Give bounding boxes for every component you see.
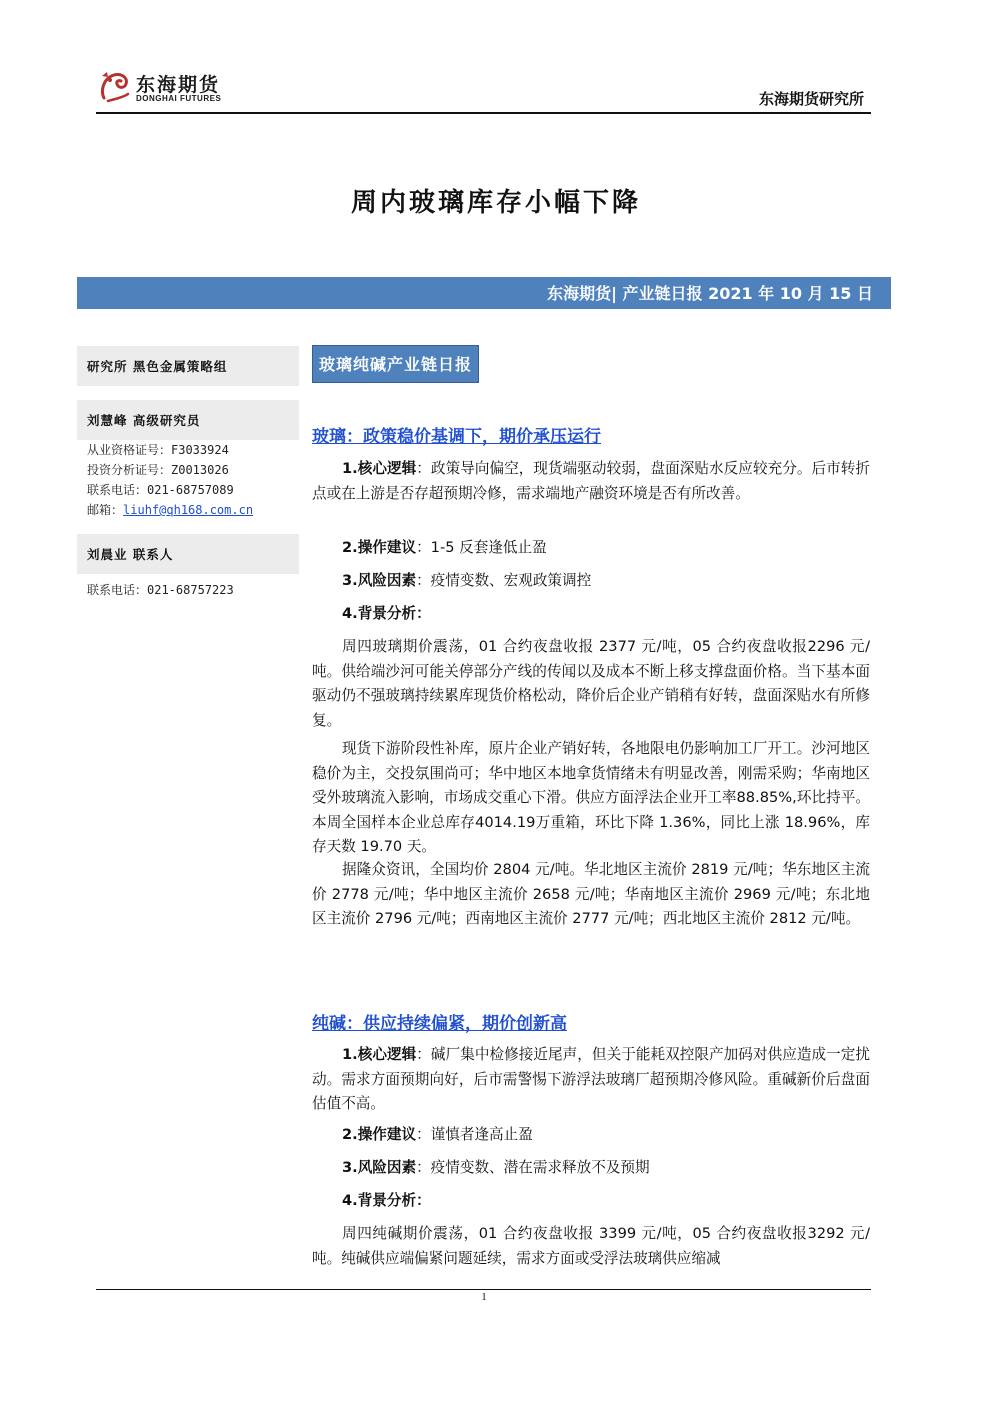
company-logo xyxy=(98,68,238,108)
soda-risk-text: ：疫情变数、潜在需求释放不及预期 xyxy=(416,1159,650,1176)
email-label: 邮箱： xyxy=(87,503,124,517)
header-divider xyxy=(96,112,871,114)
glass-risk-label: 3.风险因素 xyxy=(342,572,417,589)
glass-bg-label: 4.背景分析： xyxy=(342,605,431,622)
soda-risk-label: 3.风险因素 xyxy=(342,1159,417,1176)
glass-risk-paragraph xyxy=(312,569,870,594)
glass-bg-paragraph-3: 据隆众资讯，全国均价 2804 元/吨。华北地区主流价 2819 元/吨；华东地区主流价 2778 元/吨；华中地区主流价 2658 元/吨；华南地区主流价 2969 元/吨；东北地区主流价 2796 元/吨；西南地区主流价 2777 元/吨；西北地区主流价 2812 元/吨。 xyxy=(312,861,870,927)
report-body xyxy=(312,345,870,1267)
page-number: 1 xyxy=(481,1291,487,1303)
contact-name-row: 刘晨业 联系人 xyxy=(77,534,299,574)
glass-logic-text: ：政策导向偏空，现货端驱动较弱，盘面深贴水反应较充分。后市转折点或在上游是否存超预期冷修，需求端地产融资环境是否有所改善。 xyxy=(312,460,870,502)
glass-advice-label: 2.操作建议 xyxy=(342,539,417,556)
email-link[interactable]: liuhf@qh168.com.cn xyxy=(123,503,254,517)
glass-bg-paragraph-2: 现货下游阶段性补库，原片企业产销好转，各地限电仍影响加工厂开工。沙河地区稳价为主，交投氛围尚可；华中地区本地拿货情绪未有明显改善，刚需采购；华南地区受外玻璃流入影响，市场成交重心下滑。供应方面浮法企业开工率88.85%,环比持平。本周全国样本企业总库存4014.19万重箱，环比下降 1.36%，同比上涨 18.96%，库存天数 19.70 天。 xyxy=(312,740,870,855)
glass-advice-text: ：1-5 反套逢低止盈 xyxy=(416,539,547,556)
soda-bg-paragraph-1: 周四纯碱期价震荡，01 合约夜盘收报 3399 元/吨，05 合约夜盘收报3292 元/吨。纯碱供应端偏紧问题延续，需求方面或受浮法玻璃供应缩减 xyxy=(312,1225,870,1267)
soda-bg-heading xyxy=(312,1189,870,1214)
report-title: 周内玻璃库存小幅下降 xyxy=(350,188,641,218)
soda-logic-text: ：碱厂集中检修接近尾声，但关于能耗双控限产加码对供应造成一定扰动。需求方面预期向好，后市需警惕下游浮法玻璃厂超预期冷修风险。重碱新价后盘面估值不高。 xyxy=(312,1046,870,1112)
glass-logic-label: 1.核心逻辑 xyxy=(342,460,417,477)
soda-bg-label: 4.背景分析： xyxy=(342,1192,431,1209)
soda-advice-paragraph xyxy=(312,1123,870,1148)
report-tag: 玻璃纯碱产业链日报 xyxy=(312,345,479,383)
glass-section-heading[interactable]: 玻璃：政策稳价基调下，期价承压运行 xyxy=(312,427,601,447)
soda-risk-paragraph xyxy=(312,1156,870,1181)
soda-advice-label: 2.操作建议 xyxy=(342,1126,417,1143)
soda-logic-label: 1.核心逻辑 xyxy=(342,1046,417,1063)
logo-text-cn: 东海期货 xyxy=(136,74,221,96)
glass-advice-paragraph xyxy=(312,536,870,561)
glass-risk-text: ：疫情变数、宏观政策调控 xyxy=(416,572,592,589)
soda-logic-paragraph xyxy=(312,1043,870,1117)
institute-name: 东海期货研究所 xyxy=(758,90,864,108)
analyst-name-row: 刘慧峰 高级研究员 xyxy=(77,400,299,440)
analyst-invest-cert-line: 投资分析证号：Z0013026 xyxy=(87,463,229,477)
analyst-phone-line: 联系电话：021-68757089 xyxy=(87,483,234,497)
analyst-cert-line: 从业资格证号：F3033924 xyxy=(87,443,229,457)
dragon-logo-icon xyxy=(98,68,132,104)
logo-text-en: DONGHAI FUTURES xyxy=(136,94,222,103)
analyst-email-line xyxy=(77,500,299,520)
soda-section-heading[interactable]: 纯碱：供应持续偏紧，期价创新高 xyxy=(312,1014,567,1034)
contact-phone-line: 联系电话：021-68757223 xyxy=(87,583,234,597)
footer-divider xyxy=(96,1289,871,1290)
glass-logic-paragraph xyxy=(312,457,870,506)
report-banner: 东海期货| 产业链日报 2021 年 10 月 15 日 xyxy=(77,277,891,309)
glass-bg-paragraph-1: 周四玻璃期价震荡，01 合约夜盘收报 2377 元/吨，05 合约夜盘收报2296 元/吨。供给端沙河可能关停部分产线的传闻以及成本不断上移支撑盘面价格。当下基本面驱动仍不强玻璃持续累库现货价格松动，降价后企业产销稍有好转，盘面深贴水有所修复。 xyxy=(312,638,870,729)
glass-bg-heading xyxy=(312,602,870,627)
dept-row: 研究所 黑色金属策略组 xyxy=(77,346,299,386)
soda-advice-text: ：谨慎者逢高止盈 xyxy=(416,1126,533,1143)
author-sidebar xyxy=(77,346,299,600)
